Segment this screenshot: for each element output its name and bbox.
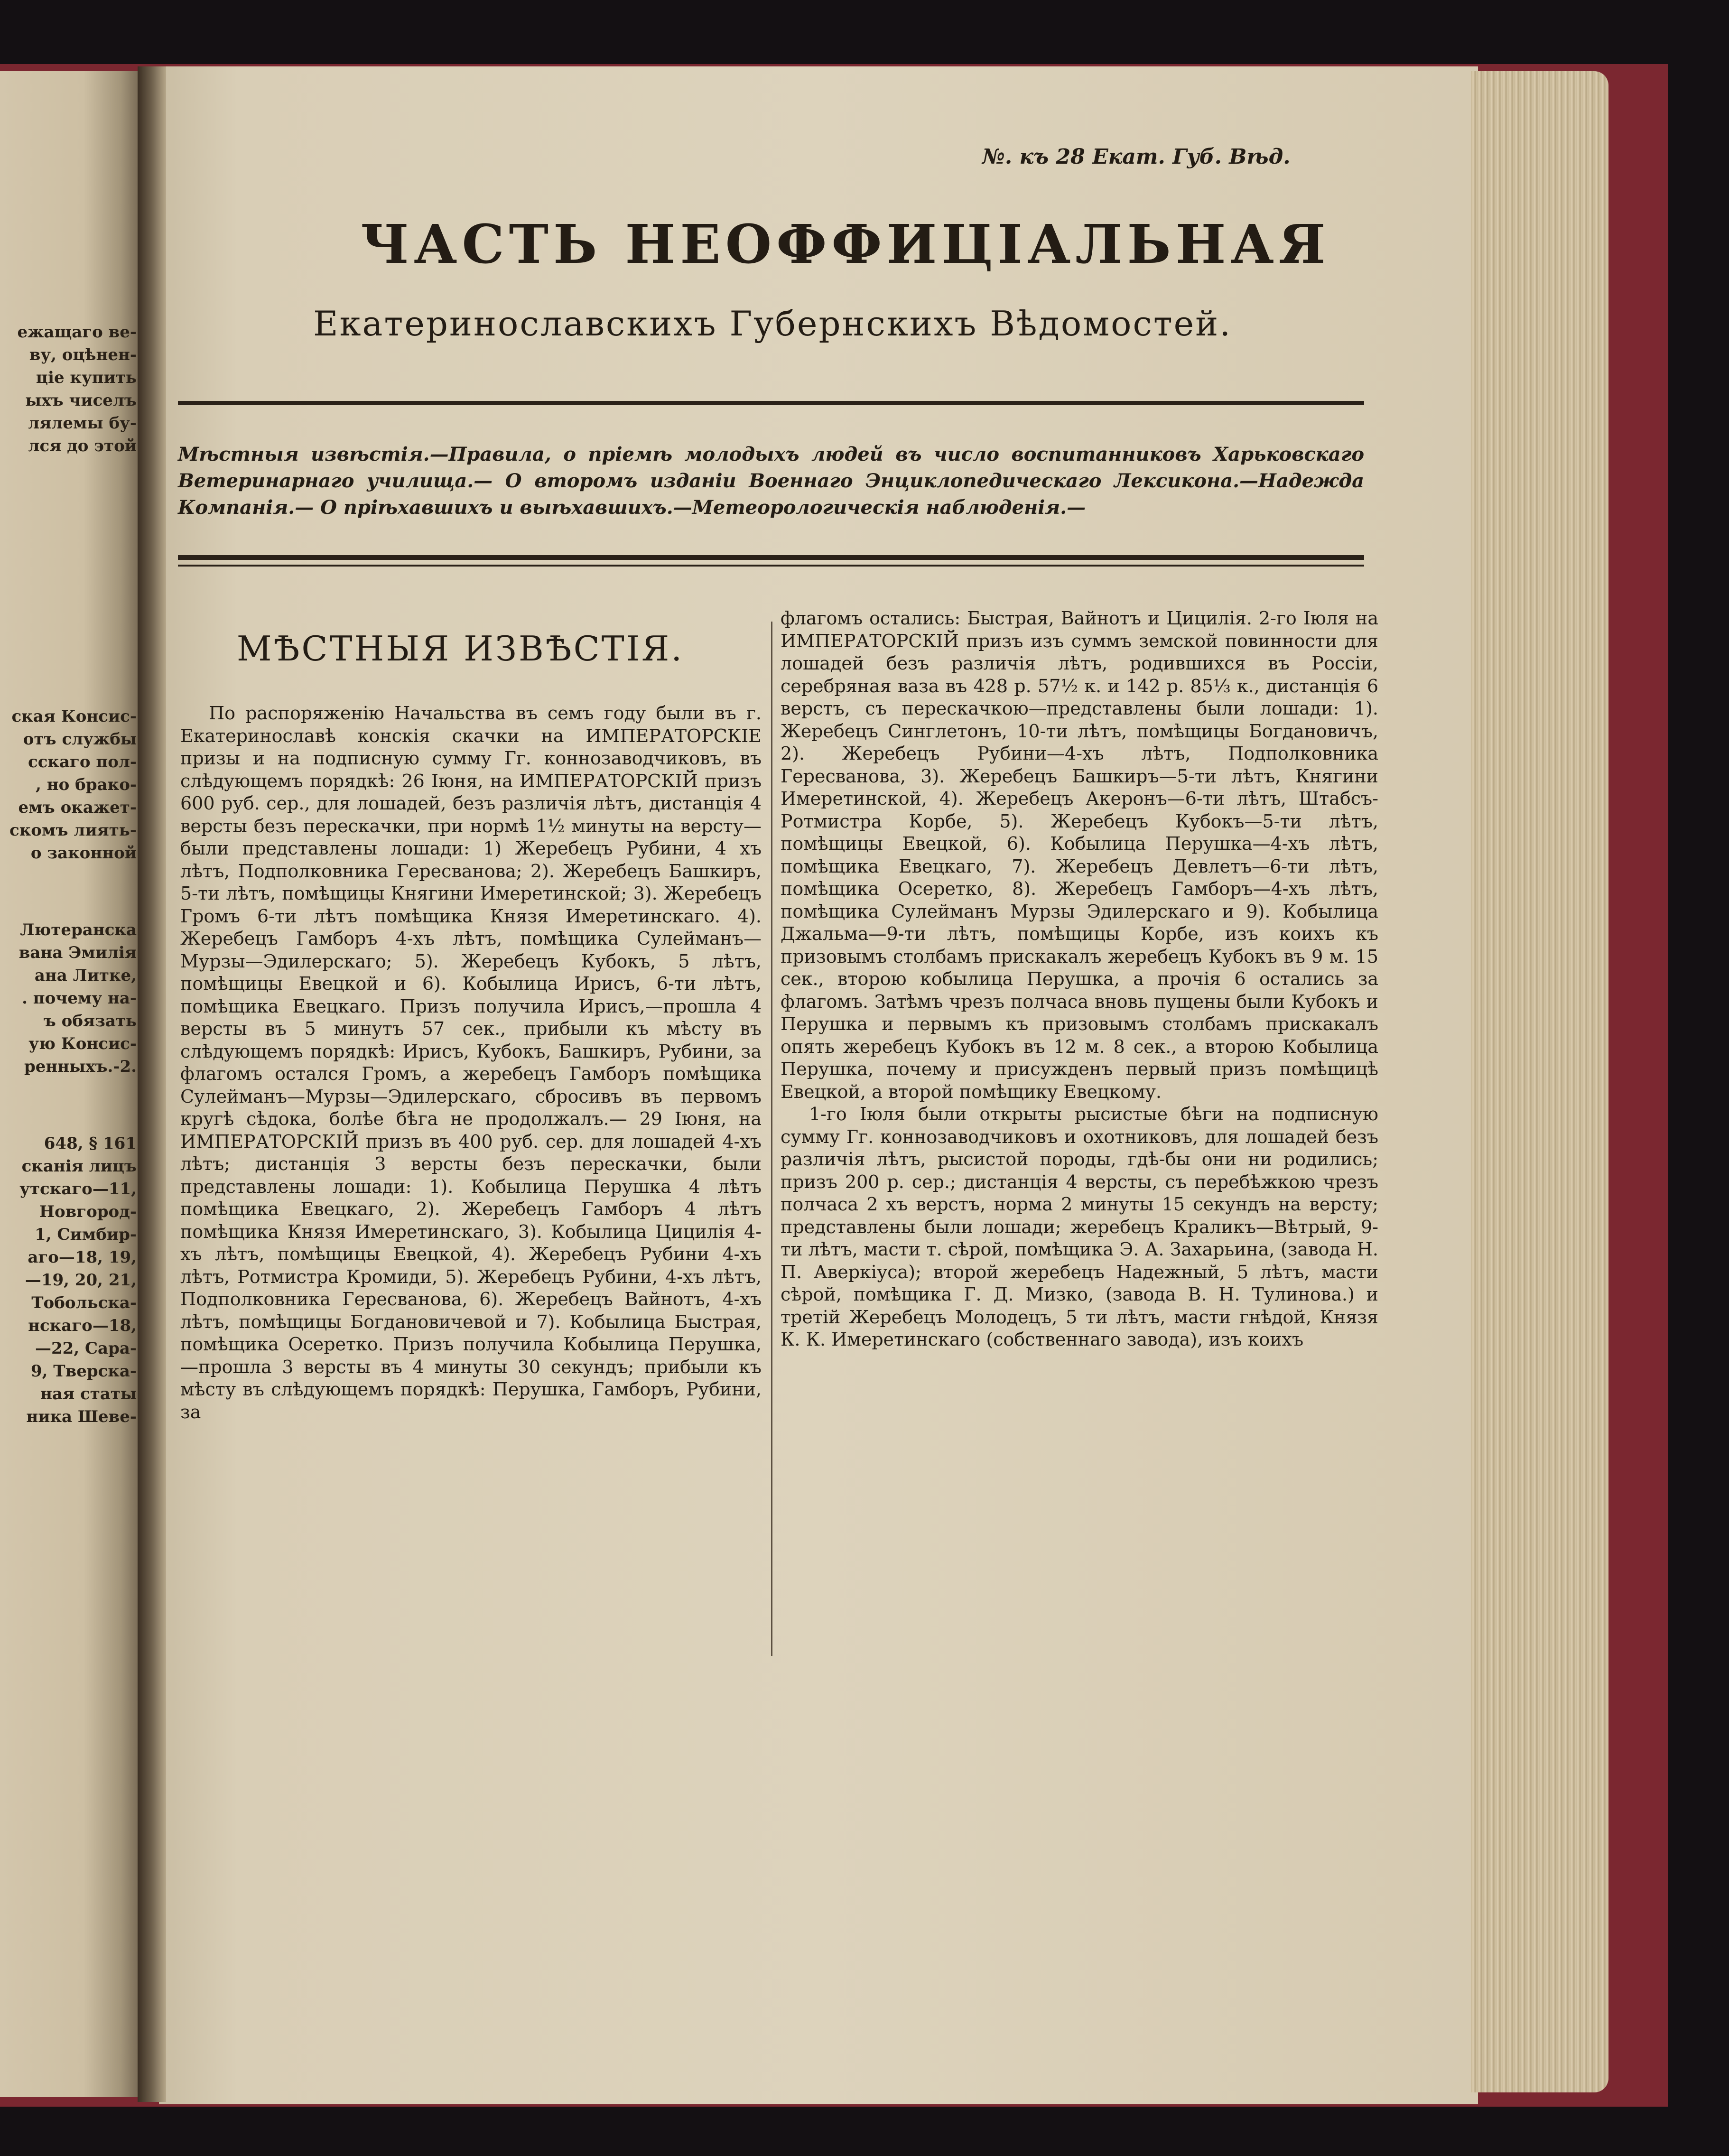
left-column: [180, 702, 762, 1423]
left-page-line: 9, Тверска-: [30, 1362, 137, 1381]
left-page-line: отъ службы: [23, 730, 137, 749]
left-page-line: о законной: [30, 844, 137, 863]
page-subtitle: Екатеринославскихъ Губернскихъ Вѣдомостей.: [313, 304, 1232, 344]
left-page-line: лся до этой: [28, 437, 137, 455]
left-page-line: ціе купить: [36, 368, 137, 387]
running-head: №. къ 28 Екат. Губ. Вѣд.: [982, 145, 1291, 169]
left-page-line: . почему на-: [22, 989, 137, 1008]
page-edges: [1471, 71, 1608, 2092]
left-page-line: вана Эмилія: [19, 943, 137, 962]
left-page-line: 648, § 161: [44, 1134, 137, 1153]
book-gutter: [138, 66, 166, 2102]
left-facing-page: [0, 71, 152, 2097]
right-column-text: флагомъ остались: Быстрая, Вайнотъ и Цицилія. 2-го Іюля на ИМПЕРАТОРСКІЙ призъ изъ суммъ земской повинности для лошадей безъ различія лѣтъ, родившихся въ Россіи, серебряная ваза въ 428 р. 57½ к. и 142 р. 85⅓ к., дистанція 6 верстъ, съ перескачкою—представлены были лошади: 1). Жеребецъ Синглетонъ, 10-ти лѣтъ, помѣщицы Богдановичъ, 2). Жеребецъ Рубини—4-хъ лѣтъ, Подполковника Гересванова, 3). Жеребецъ Башкиръ—5-ти лѣтъ, Княгини Имеретинской, 4). Жеребецъ Акеронъ—6-ти лѣтъ, Штабсъ-Ротмистра Корбе, 5). Жеребецъ Кубокъ—5-ти лѣтъ, помѣщицы Евецкой, 6). Кобылица Перушка—4-хъ лѣтъ, помѣщика Евецкаго, 7). Жеребецъ Девлетъ—6-ти лѣтъ, помѣщика Осеретко, 8). Жеребецъ Гамборъ—4-хъ лѣтъ, помѣщика Сулейманъ Мурзы Эдилерскаго и 9). Кобылица Джальма—9-ти лѣтъ, помѣщицы Корбе, изъ коихъ къ призовымъ столбамъ прискакалъ жеребецъ Кубокъ въ 9 м. 15 сек., второю кобылица Перушка, а прочія 6 остались за флагомъ. Затѣмъ чрезъ полчаса вновь пущены были Кубокъ и Перушка и первымъ къ призовымъ столбамъ прискакалъ опять жеребецъ Кубокъ въ 12 м. 8 сек., а второю Кобылица Перушка, почему и присужденъ первый призъ помѣщицѣ Евецкой, а второй помѣщику Евецкому.: [781, 608, 1378, 1102]
left-page-line: ская Консис-: [11, 707, 137, 726]
rule-thin: [178, 565, 1364, 567]
left-page-line: ъ обязать: [43, 1012, 137, 1031]
left-page-line: емъ окажет-: [18, 798, 137, 817]
left-page-line: скомъ лиять-: [9, 821, 137, 840]
left-page-line: ежащаго ве-: [17, 323, 137, 342]
section-heading: МѢСТНЫЯ ИЗВѢСТІЯ.: [236, 629, 684, 669]
left-page-line: ренныхъ.-2.: [24, 1057, 137, 1076]
left-page-line: ую Консис-: [28, 1034, 137, 1053]
rule-heavy: [178, 555, 1364, 560]
left-page-line: —22, Сара-: [35, 1339, 137, 1358]
left-page-line: , но брако-: [36, 775, 137, 794]
left-column-text: По распоряженію Начальства въ семъ году были въ г. Екатеринославѣ конскія скачки на ИМПЕРАТОРСКІЕ призы и на подписную сумму Гг. коннозаводчиковъ, въ слѣдующемъ порядкѣ: 26 Іюня, на ИМПЕРАТОРСКІЙ призъ 600 руб. сер., для лошадей, безъ различія лѣтъ, дистанція 4 версты безъ перескачки, при нормѣ 1½ минуты на версту—были представлены лошади: 1) Жеребецъ Рубини, 4 хъ лѣтъ, Подполковника Гересванова; 2). Жеребецъ Башкиръ, 5-ти лѣтъ, помѣщицы Княгини Имеретинской; 3). Жеребецъ Громъ 6-ти лѣтъ помѣщика Князя Имеретинскаго. 4). Жеребецъ Гамборъ 4-хъ лѣтъ, помѣщика Сулейманъ—Мурзы—Эдилерскаго; 5). Жеребецъ Кубокъ, 5 лѣтъ, помѣщицы Евецкой и 6). Кобылица Ирисъ, 6-ти лѣтъ, помѣщика Евецкаго. Призъ получила Ирисъ,—прошла 4 версты въ 5 минутъ 57 сек., прибыли къ мѣсту въ слѣдующемъ порядкѣ: Ирисъ, Кубокъ, Башкиръ, Рубини, за флагомъ остался Громъ, а жеребецъ Гамборъ помѣщика Сулейманъ—Мурзы—Эдилерскаго, сбросивъ въ первомъ кругѣ сѣдока, болѣе бѣга не продолжалъ.— 29 Іюня, на ИМПЕРАТОРСКІЙ призъ въ 400 руб. сер. для лошадей 4-хъ лѣтъ; дистанція 3 версты безъ перескачки, были представлены лошади: 1). Кобылица Перушка 4 лѣтъ помѣщика Евецкаго, 2). Жеребецъ Гамборъ 4 лѣтъ помѣщика Князя Имеретинскаго, 3). Кобылица Цицилія 4-хъ лѣтъ, помѣщицы Евецкой, 4). Жеребецъ Рубини 4-хъ лѣтъ, Ротмистра Кромиди, 5). Жеребецъ Рубини, 4-хъ лѣтъ, Подполковника Гересванова, 6). Жеребецъ Вайнотъ, 4-хъ лѣтъ, помѣщицы Богдановичевой и 7). Кобылица Быстрая, помѣщика Осеретко. Призъ получила Кобылица Перушка,—прошла 3 версты въ 4 минуты 30 секундъ; прибыли къ мѣсту въ слѣдующемъ порядкѣ: Перушка, Гамборъ, Рубини, за: [180, 703, 762, 1422]
rule-top: [178, 401, 1364, 405]
left-page-line: Лютеранска: [20, 920, 137, 939]
right-column: [781, 607, 1378, 1351]
left-page-line: ника Шеве-: [26, 1407, 137, 1426]
column-divider: [771, 622, 772, 1656]
left-page-line: сканія лицъ: [21, 1157, 137, 1176]
left-page-line: лялемы бу-: [28, 414, 137, 433]
left-page-line: Новгород-: [39, 1202, 137, 1221]
right-column-paragraph-2: 1-го Іюля были открыты рысистые бѣги на подписную сумму Гг. коннозаводчиковъ и охотниковъ, для лошадей безъ различія лѣтъ, рысистой породы, гдѣ-бы они ни родились; призъ 200 р. сер.; дистанція 4 версты, съ перебѣжкою чрезъ полчаса 2 хъ верстъ, норма 2 минуты 15 секундъ на версту; представлены были лошади; жеребецъ Краликъ—Вѣтрый, 9-ти лѣтъ, масти т. сѣрой, помѣщика Э. А. Захарьина, (завода Н. П. Аверкіуса); второй жеребецъ Надежный, 5 лѣтъ, масти сѣрой, помѣщика Г. Д. Мизко, (завода В. Н. Тулинова.) и третій Жеребецъ Молодецъ, 5 ти лѣтъ, масти гнѣдой, Князя К. К. Имеретинскаго (собственнаго завода), изъ коихъ: [781, 1104, 1378, 1350]
left-page-line: —19, 20, 21,: [25, 1271, 137, 1290]
left-page-line: нскаго—18,: [28, 1316, 137, 1335]
left-page-line: ана Литке,: [34, 966, 137, 985]
left-page-line: ыхъ чиселъ: [25, 391, 137, 410]
left-page-line: Тобольска-: [31, 1293, 137, 1312]
left-page-line: 1, Симбир-: [35, 1225, 137, 1244]
left-page-line: ная статы: [40, 1385, 137, 1403]
left-page-line: сскаго пол-: [28, 753, 137, 771]
left-page-line: утскаго—11,: [19, 1180, 137, 1199]
contents-summary: Мѣстныя извѣстія.—Правила, о пріемѣ молодыхъ людей въ число воспитанниковъ Харьковскаго Ветеринарнаго училища.— О второмъ изданіи Военнаго Энциклопедическаго Лексикона.—Надежда Компанія.— О пріѣхавшихъ и выѣхавшихъ.—Метеорологическія наблюденія.—: [178, 443, 1364, 519]
left-page-line: аго—18, 19,: [28, 1248, 137, 1267]
left-page-line: ву, оцѣнен-: [29, 345, 137, 364]
page-title: ЧАСТЬ НЕОФФИЦІАЛЬНАЯ: [361, 214, 1330, 276]
